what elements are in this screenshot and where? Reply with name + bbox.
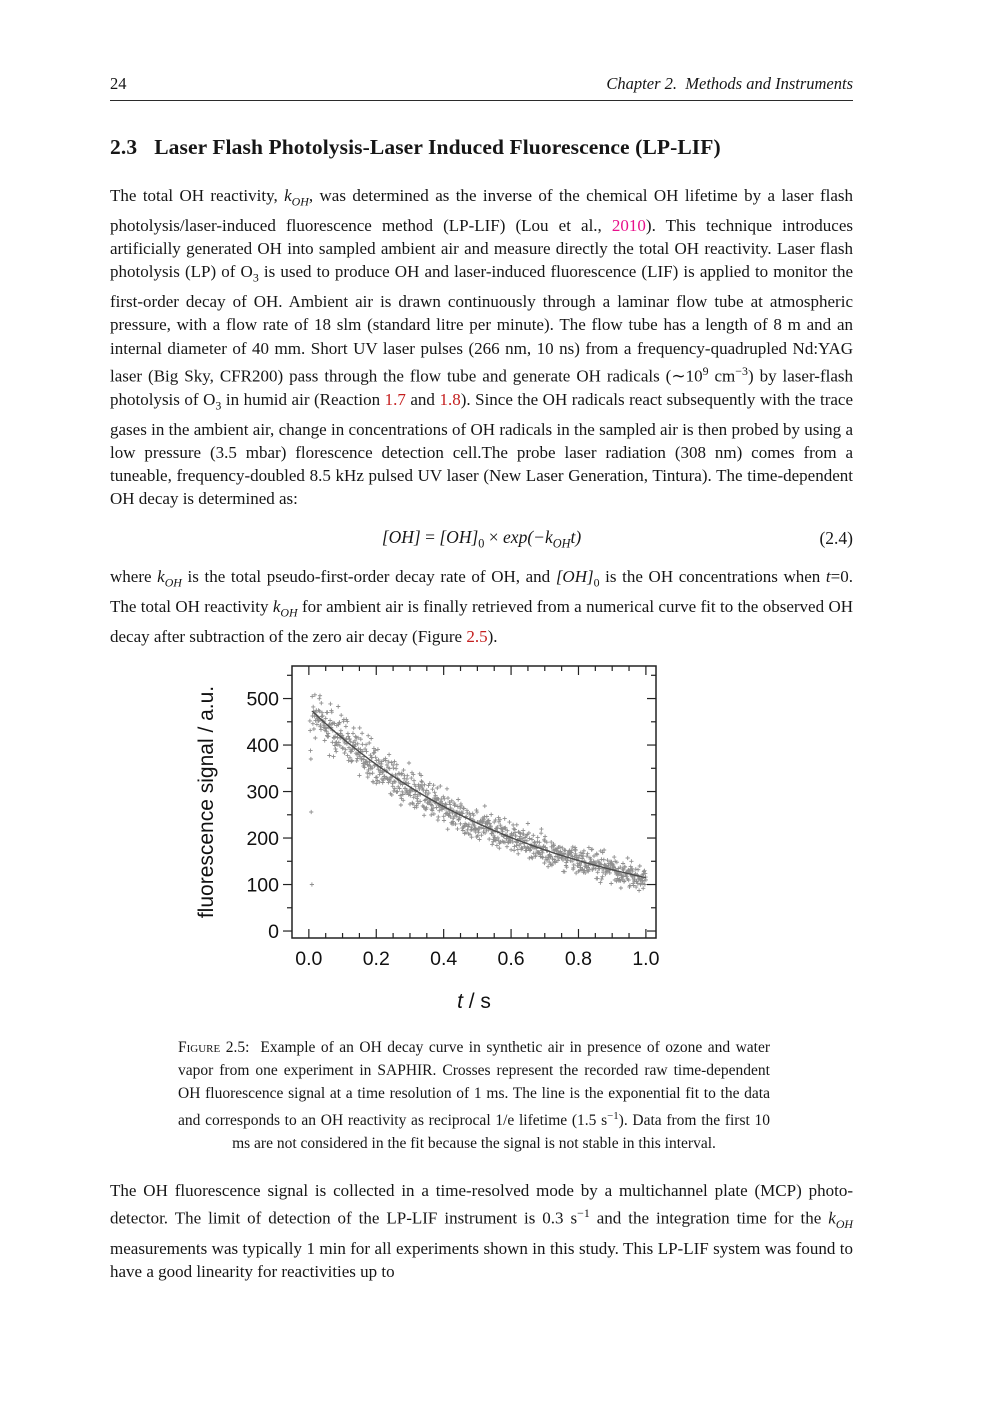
svg-text:t / s: t / s <box>457 989 491 1013</box>
svg-text:0.0: 0.0 <box>295 947 323 970</box>
text-run: OH <box>280 605 298 620</box>
text-run: = <box>420 526 440 547</box>
text-run: and <box>405 389 440 409</box>
text-run: ). <box>487 626 498 646</box>
text-run: in humid air (Reaction <box>221 389 385 409</box>
page-number: 24 <box>110 74 127 93</box>
text-run: OH <box>552 536 571 551</box>
paragraph-where <box>110 565 853 648</box>
text-run: × <box>484 526 504 547</box>
oh-decay-chart <box>180 656 740 1016</box>
text-run: ). Since the OH radicals react subsequently with the trace gases in the ambient air, change in concentrations of OH radicals in the sampled air is then probed by using a low pressure (3.5 mbar) florescence detection cell.The probe laser radiation (308 nm) comes from a tuneable, frequency-doubled 8.5 kHz pulsed UV laser (New Laser Generation, Tintura). The time-dependent OH decay is determined as: <box>110 389 853 509</box>
text-run: OH <box>164 575 182 590</box>
figure-2-5 <box>110 656 853 1155</box>
text-run: k <box>544 526 553 547</box>
svg-text:0.8: 0.8 <box>564 947 593 970</box>
svg-text:fluorescence signal / a.u.: fluorescence signal / a.u. <box>195 685 218 919</box>
text-run: is used to produce OH and laser-induced fluorescence (LIF) is applied to monitor the first-order decay of OH. Ambient air is drawn continuously through a laminar flow tube at atmospheric pressure, with a flow rate of 18 slm (standard litre per minute). The flow tube has a length of 8 m and an internal diameter of 40 mm. Short UV laser pulses (266 nm, 10 ns) from a frequency-quadrupled Nd:YAG laser (Big Sky, CFR200) pass through the flow tube and generate OH radicals (∼10 <box>110 262 853 386</box>
text-run: t <box>570 526 576 547</box>
text-run: exp <box>503 526 528 547</box>
text-run: −3 <box>735 363 748 378</box>
text-run: −1 <box>607 1109 619 1122</box>
text-run: Example of an OH decay curve in synthetic air in presence of ozone and water vapor from one experiment in SAPHIR. Crosses represent the recorded raw time-dependent OH fluorescence signal at a time resolution of 1 ms. The line is the exponential fit to the data and corresponds to an OH reactivity as reciprocal 1/e lifetime (1.5 s <box>178 1038 770 1130</box>
text-run: k <box>828 1208 836 1228</box>
text-run: OH <box>291 194 309 209</box>
text-run: (− <box>527 526 545 547</box>
paragraph-intro <box>110 184 853 511</box>
text-run: measurements was typically 1 min for all experiments shown in this study. This LP-LIF system was found to have a good linearity for reactivities up to <box>110 1238 853 1281</box>
svg-text:300: 300 <box>246 781 279 804</box>
svg-text:500: 500 <box>246 688 279 711</box>
text-run: 0 <box>478 536 485 551</box>
text-run: is the total pseudo-first-order decay rate of OH, and <box>181 567 556 587</box>
text-run: and the integration time for the <box>589 1208 829 1228</box>
svg-text:0.4: 0.4 <box>430 947 458 970</box>
text-run: k <box>157 567 165 587</box>
text-run: OH <box>835 1217 853 1232</box>
text-run: ) <box>575 526 582 547</box>
section-title: Laser Flash Photolysis-Laser Induced Fluorescence (LP-LIF) <box>154 135 721 159</box>
running-header: Chapter 2. Methods and Instruments <box>606 74 853 93</box>
svg-text:0: 0 <box>268 920 279 943</box>
text-run: 9 <box>702 363 709 378</box>
text-run: ). Data from the first 10 ms are not considered in the fit because the signal is not stable in this interval. <box>232 1112 770 1153</box>
equation-number: (2.4) <box>819 527 853 548</box>
text-run: =0. The total OH reactivity <box>110 567 853 616</box>
text-run: 3 <box>252 270 259 285</box>
text-run: , was determined as the inverse of the chemical OH lifetime by a laser flash photolysis/laser-induced fluorescence method (LP-LIF) (Lou et al., <box>110 186 853 235</box>
svg-text:1.0: 1.0 <box>632 947 660 970</box>
text-run: ). This technique introduces artificially generated OH into sampled ambient air and measure directly the total OH reactivity. Laser flash photolysis (LP) of O <box>110 215 853 282</box>
svg-text:0.6: 0.6 <box>497 947 525 970</box>
text-run: k <box>284 186 292 205</box>
cross-reference-link[interactable]: 2010 <box>611 215 646 235</box>
svg-text:400: 400 <box>246 734 279 757</box>
text-run: The total OH reactivity, <box>110 186 285 205</box>
equation-2-4 <box>110 527 853 552</box>
text-run: [OH] <box>381 526 421 547</box>
text-run: [OH] <box>555 567 594 587</box>
text-run: 3 <box>215 398 222 413</box>
text-run: 0 <box>593 575 600 590</box>
figure-caption <box>178 1036 770 1155</box>
text-run: ) by laser-flash photolysis of O <box>110 366 853 409</box>
text-run: −1 <box>577 1206 590 1221</box>
text-run: is the OH concentrations when <box>599 567 826 587</box>
svg-text:100: 100 <box>246 874 279 897</box>
equation-body <box>381 526 582 551</box>
text-run: where <box>110 567 158 587</box>
section-heading <box>110 135 853 160</box>
text-run: cm <box>708 366 736 386</box>
text-run: [OH] <box>439 526 479 547</box>
svg-text:200: 200 <box>246 827 279 850</box>
text-run: The OH fluorescence signal is collected in a time-resolved mode by a multichannel plate (MCP) photo-detector. The limit of detection of the LP-LIF instrument is 0.3 s <box>110 1181 853 1228</box>
cross-reference-link[interactable]: 2.5 <box>466 626 488 646</box>
text-run: k <box>272 596 281 616</box>
text-run: for ambient air is finally retrieved from a numerical curve fit to the observed OH decay after subtraction of the zero air decay (Figure <box>110 596 853 646</box>
page-header <box>110 74 853 101</box>
paragraph-detector <box>110 1179 853 1283</box>
cross-reference-link[interactable]: 1.7 <box>384 389 406 409</box>
cross-reference-link[interactable]: 1.8 <box>439 389 461 409</box>
svg-text:0.2: 0.2 <box>362 947 390 970</box>
section-number: 2.3 <box>110 135 138 159</box>
text-run: Figure 2.5: <box>178 1038 250 1056</box>
text-run: t <box>825 567 831 587</box>
